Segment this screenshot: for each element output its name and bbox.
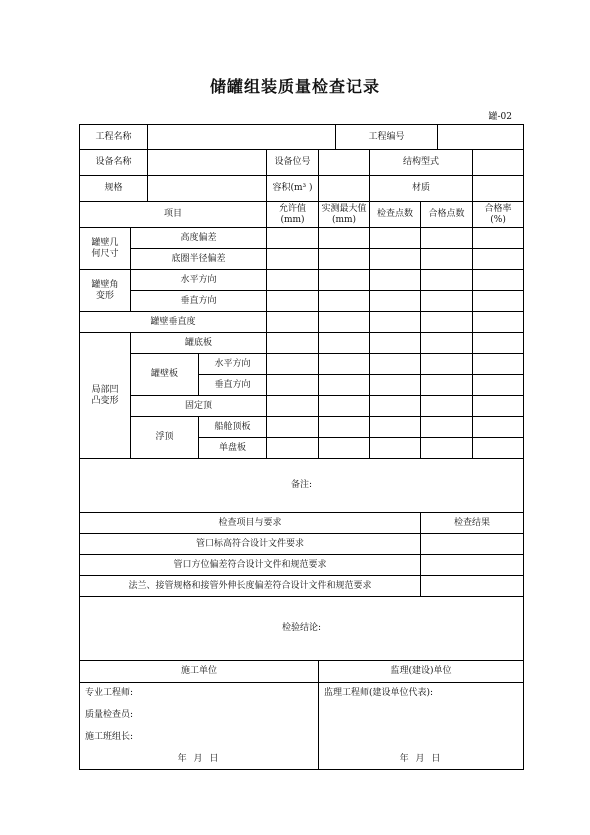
cell[interactable]: [370, 228, 421, 249]
material-label: 材质: [370, 176, 473, 202]
cell[interactable]: [473, 375, 524, 396]
bottom-plate-label: 罐底板: [131, 333, 267, 354]
cell[interactable]: [319, 438, 370, 459]
cell[interactable]: [370, 291, 421, 312]
wall-vertical-label: 罐壁垂直度: [80, 312, 267, 333]
cell[interactable]: [473, 396, 524, 417]
cell[interactable]: [319, 270, 370, 291]
cell[interactable]: [267, 270, 319, 291]
wall-geom-label: 罐壁几 何尺寸: [80, 228, 131, 270]
project-no-value[interactable]: [438, 125, 524, 150]
cell[interactable]: [370, 396, 421, 417]
cell[interactable]: [319, 312, 370, 333]
cell[interactable]: [473, 312, 524, 333]
equipment-pos-label: 设备位号: [267, 150, 319, 176]
cell[interactable]: [319, 375, 370, 396]
structure-type-label: 结构型式: [370, 150, 473, 176]
col-pass-points: 合格点数: [421, 202, 473, 228]
cell[interactable]: [267, 228, 319, 249]
cell[interactable]: [267, 333, 319, 354]
equipment-name-label: 设备名称: [80, 150, 148, 176]
req-row-2: 管口方位偏差符合设计文件和规范要求: [80, 555, 421, 576]
wall-plate-label: 罐壁板: [131, 354, 199, 396]
single-deck-label: 单盘板: [199, 438, 267, 459]
cell[interactable]: [267, 396, 319, 417]
pontoon-label: 船舱顶板: [199, 417, 267, 438]
supervisor-engineer-label: 监理工程师(建设单位代表):: [324, 688, 434, 698]
cell[interactable]: [421, 333, 473, 354]
cell[interactable]: [319, 396, 370, 417]
col-item: 项目: [80, 202, 267, 228]
vertical2-label: 垂直方向: [199, 375, 267, 396]
cell[interactable]: [421, 312, 473, 333]
supervisor-sign-area[interactable]: [319, 683, 524, 770]
cell[interactable]: [473, 417, 524, 438]
cell[interactable]: [267, 375, 319, 396]
req-row-3: 法兰、接管规格和接管外伸长度偏差符合设计文件和规范要求: [80, 576, 421, 597]
cell[interactable]: [319, 249, 370, 270]
cell[interactable]: [421, 291, 473, 312]
volume-value[interactable]: [319, 176, 370, 202]
horizontal2-label: 水平方向: [199, 354, 267, 375]
cell[interactable]: [421, 417, 473, 438]
req-result-3[interactable]: [421, 576, 524, 597]
structure-type-value[interactable]: [473, 150, 524, 176]
project-name-value[interactable]: [148, 125, 336, 150]
col-check-points: 检查点数: [370, 202, 421, 228]
cell[interactable]: [267, 291, 319, 312]
spec-value[interactable]: [148, 176, 267, 202]
cell[interactable]: [421, 375, 473, 396]
cell[interactable]: [370, 270, 421, 291]
req-row-1: 管口标高符合设计文件要求: [80, 534, 421, 555]
cell[interactable]: [319, 354, 370, 375]
cell[interactable]: [473, 291, 524, 312]
cell[interactable]: [370, 354, 421, 375]
page-title: 储罐组装质量检查记录: [209, 77, 380, 96]
cell[interactable]: [473, 270, 524, 291]
cell[interactable]: [319, 291, 370, 312]
local-deform-label: 局部凹 凸变形: [80, 333, 131, 459]
cell[interactable]: [267, 354, 319, 375]
cell[interactable]: [267, 417, 319, 438]
material-value[interactable]: [473, 176, 524, 202]
horizontal-label: 水平方向: [131, 270, 267, 291]
cell[interactable]: [421, 396, 473, 417]
cell[interactable]: [421, 438, 473, 459]
cell[interactable]: [473, 228, 524, 249]
cell[interactable]: [370, 312, 421, 333]
cell[interactable]: [319, 228, 370, 249]
cell[interactable]: [267, 438, 319, 459]
supervisor-date: 年 月 日: [399, 754, 443, 764]
equipment-name-value[interactable]: [148, 150, 267, 176]
vertical-label: 垂直方向: [131, 291, 267, 312]
contractor-header: 施工单位: [80, 661, 319, 683]
spec-label: 规格: [80, 176, 148, 202]
bottom-radius-dev-label: 底圈半径偏差: [131, 249, 267, 270]
req-result-2[interactable]: [421, 555, 524, 576]
cell[interactable]: [473, 333, 524, 354]
wall-angle-label: 罐壁角 变形: [80, 270, 131, 312]
col-pass-rate: 合格率 (%): [473, 202, 524, 228]
cell[interactable]: [267, 249, 319, 270]
req-result-header: 检查结果: [421, 513, 524, 534]
team-leader-label: 施工班组长:: [85, 732, 134, 742]
cell[interactable]: [370, 333, 421, 354]
cell[interactable]: [370, 375, 421, 396]
equipment-pos-value[interactable]: [319, 150, 370, 176]
cell[interactable]: [370, 249, 421, 270]
engineer-label: 专业工程师:: [85, 688, 134, 698]
cell[interactable]: [473, 249, 524, 270]
contractor-date: 年 月 日: [177, 754, 221, 764]
cell[interactable]: [421, 354, 473, 375]
cell[interactable]: [421, 270, 473, 291]
col-allow: 允许值 (mm): [267, 202, 319, 228]
float-roof-label: 浮顶: [131, 417, 199, 459]
col-measured: 实测最大值 (mm): [319, 202, 370, 228]
conclusion[interactable]: 检验结论:: [80, 597, 524, 661]
volume-label: 容积(m³ ): [267, 176, 319, 202]
height-dev-label: 高度偏差: [131, 228, 267, 249]
fixed-roof-label: 固定顶: [131, 396, 267, 417]
inspection-form: [79, 124, 524, 770]
cell[interactable]: [421, 249, 473, 270]
remarks[interactable]: 备注:: [80, 459, 524, 513]
contractor-sign-area[interactable]: [80, 683, 319, 770]
cell[interactable]: [370, 438, 421, 459]
supervisor-header: 监理(建设)单位: [319, 661, 524, 683]
cell[interactable]: [319, 333, 370, 354]
cell[interactable]: [473, 354, 524, 375]
qc-label: 质量检查员:: [85, 710, 134, 720]
req-item-header: 检查项目与要求: [80, 513, 421, 534]
project-name-label: 工程名称: [80, 125, 148, 150]
cell[interactable]: [421, 228, 473, 249]
form-code: 罐-02: [488, 112, 512, 122]
cell[interactable]: [319, 417, 370, 438]
cell[interactable]: [370, 417, 421, 438]
cell[interactable]: [267, 312, 319, 333]
req-result-1[interactable]: [421, 534, 524, 555]
cell[interactable]: [473, 438, 524, 459]
project-no-label: 工程编号: [336, 125, 438, 150]
